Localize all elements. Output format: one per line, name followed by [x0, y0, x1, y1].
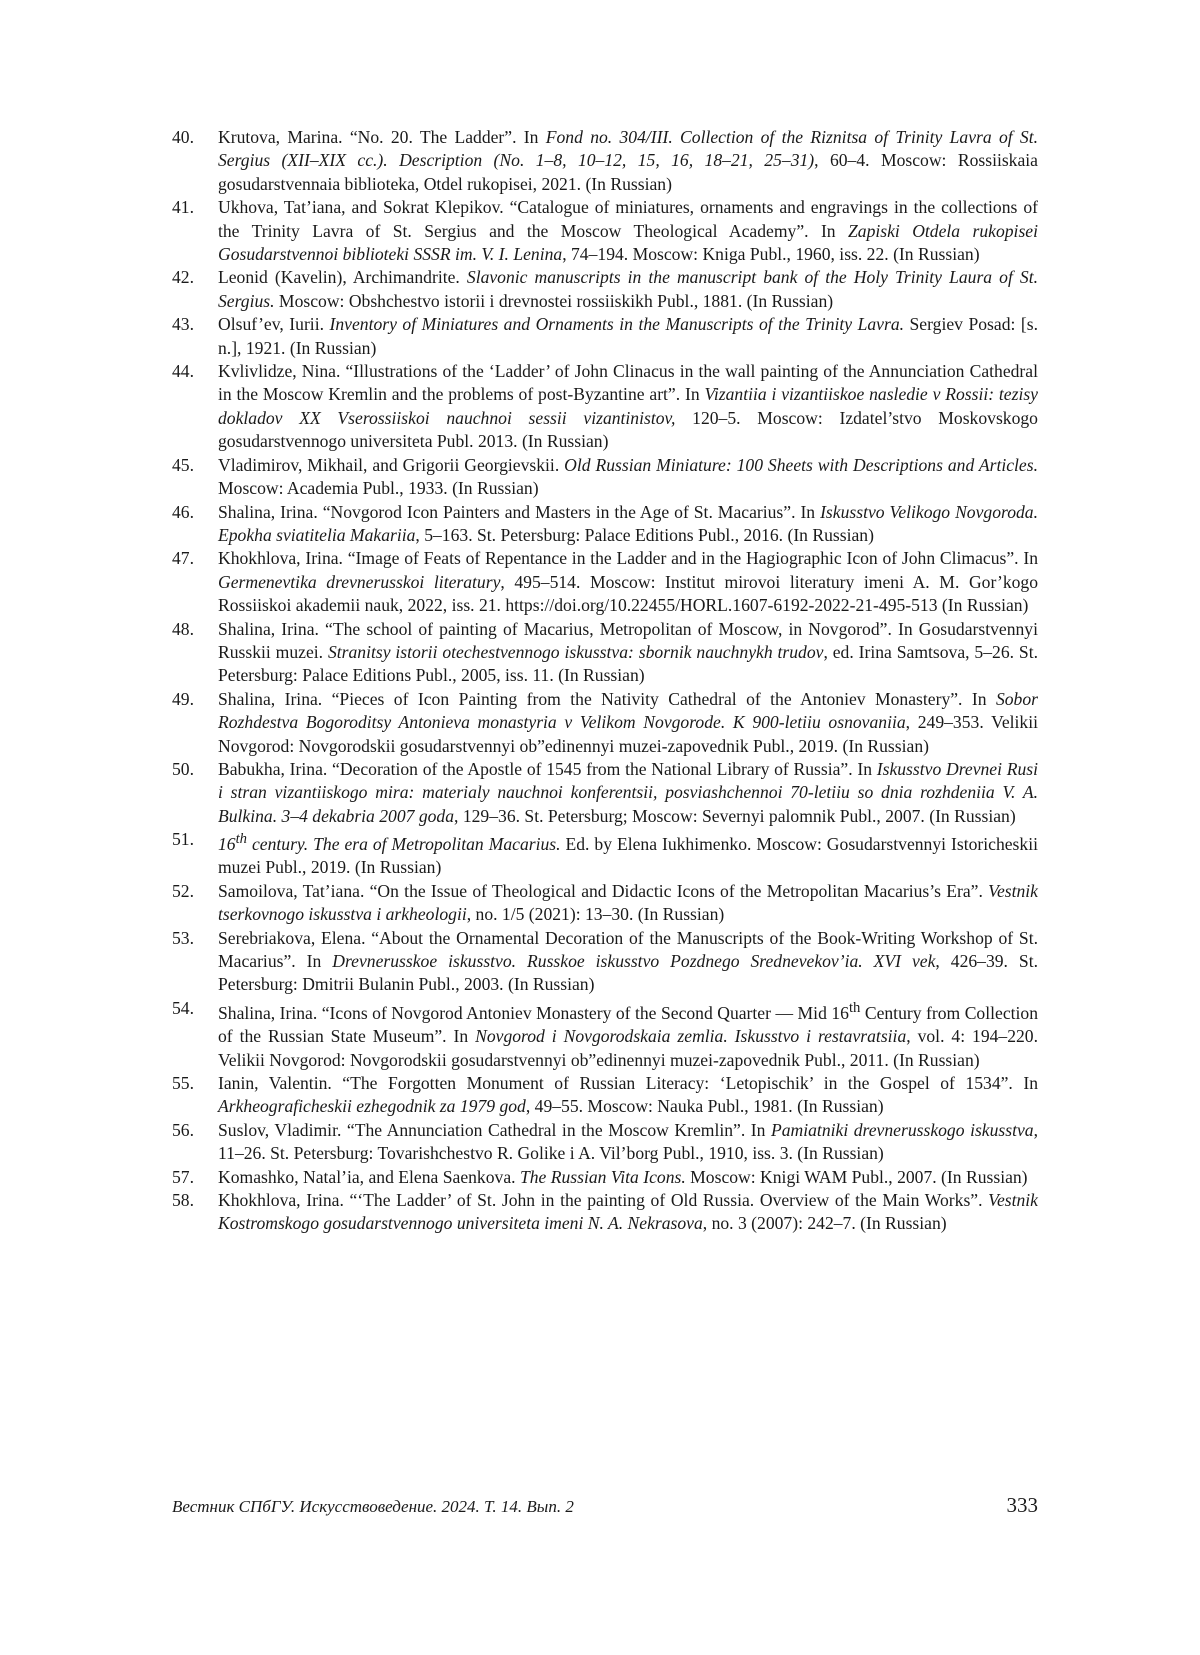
reference-text: [218, 758, 1038, 828]
reference-text: [218, 1119, 1038, 1166]
reference-number: 56.: [172, 1119, 194, 1140]
reference-segment: , 49–55. Moscow: Nauka Publ., 1981. (In Russian): [525, 1096, 884, 1117]
reference-item: [172, 758, 1038, 828]
reference-title-segment: Zapiski Otdela rukopisei Gosudarstvennoi biblioteki SSSR im. V. I. Lenina: [218, 220, 1038, 265]
reference-number: 57.: [172, 1166, 194, 1187]
reference-item: [172, 196, 1038, 266]
reference-text: [218, 618, 1038, 688]
reference-number: 45.: [172, 454, 194, 475]
reference-number: 42.: [172, 267, 194, 288]
reference-title-segment: 16: [218, 834, 236, 855]
reference-title-segment: Iskusstvo Velikogo Novgoroda. Epokha sviatitelia Makariia: [218, 501, 1038, 545]
reference-item: [172, 1119, 1038, 1166]
reference-segment: , 129–36. St. Petersburg; Moscow: Severnyi palomnik Publ., 2007. (In Russian): [454, 805, 1016, 826]
reference-text: [218, 1166, 1038, 1189]
reference-segment: Moscow: Academia Publ., 1933. (In Russian): [218, 478, 539, 499]
reference-text: [218, 266, 1038, 313]
reference-segment: Sergiev Posad: [s. n.], 1921. (In Russian): [218, 314, 1038, 358]
reference-number: 52.: [172, 880, 194, 901]
reference-text: [218, 360, 1038, 454]
reference-segment: , no. 1/5 (2021): 13–30. (In Russian): [466, 904, 725, 925]
reference-title-segment: Drevnerusskoe iskusstvo. Russkoe iskusstvo Pozdnego Srednevekov’ia. XVI vek: [332, 951, 936, 972]
reference-number: 40.: [172, 127, 194, 147]
reference-segment: Leonid (Kavelin), Archimandrite.: [218, 267, 467, 288]
reference-title-segment: Vestnik Kostromskogo gosudarstvennogo universiteta imeni N. A. Nekrasova: [218, 1190, 1038, 1234]
reference-title-segment: Fond no. 304/III. Collection of the Riznitsa of Trinity Lavra of St. Sergius (XII–XIX cc.). Description (No. 1–8, 10–12, 15, 16, 18–21, 25–31): [218, 127, 1039, 171]
reference-text: [218, 828, 1038, 880]
reference-item: [172, 828, 1038, 880]
reference-segment: Moscow: Obshchestvo istorii i drevnostei rossiiskikh Publ., 1881. (In Russian): [274, 290, 834, 311]
reference-number: 54.: [172, 997, 194, 1018]
page-number: 333: [1006, 1493, 1038, 1517]
reference-number: 48.: [172, 618, 194, 639]
reference-segment: , no. 3 (2007): 242–7. (In Russian): [702, 1213, 947, 1234]
reference-item: [172, 501, 1038, 548]
reference-segment: Shalina, Irina. “Novgorod Icon Painters and Masters in the Age of St. Macarius”. In: [218, 501, 821, 522]
reference-number: 58.: [172, 1190, 194, 1210]
reference-item: [172, 266, 1038, 313]
reference-item: [172, 1189, 1038, 1236]
reference-text: [218, 997, 1038, 1072]
reference-number: 51.: [172, 829, 194, 850]
reference-item: [172, 927, 1038, 997]
reference-segment: Khokhlova, Irina. “‘The Ladder’ of St. John in the painting of Old Russia. Overview of the Main Works”.: [218, 1190, 989, 1210]
reference-segment: Krutova, Marina. “No. 20. The Ladder”. In: [218, 127, 546, 147]
reference-title-segment: Sobor Rozhdestva Bogoroditsy Antonieva monastyria v Velikom Novgorode. K 900-letiiu osnovaniia: [218, 688, 1038, 733]
reference-item: [172, 313, 1038, 360]
reference-segment: , vol. 4: 194–220. Velikii Novgorod: Novgorodskii gosudarstvennyi ob”edinennyi muzei-zapovednik Publ., 2011. (In Russian): [218, 1026, 1039, 1070]
reference-segment: Ukhova, Tat’iana, and Sokrat Klepikov. “Catalogue of miniatures, ornaments and engravings in the collections of the Trinity Lavra of St. Sergius and the Moscow Theological Academy”. In: [218, 197, 1038, 241]
reference-segment: , 5–163. St. Petersburg: Palace Editions Publ., 2016. (In Russian): [415, 524, 874, 545]
reference-segment: Vladimirov, Mikhail, and Grigorii Georgievskii.: [218, 454, 565, 475]
reference-list: [172, 126, 1038, 1236]
reference-text: [218, 126, 1038, 196]
reference-item: [172, 547, 1038, 617]
reference-title-segment: Iskusstvo Drevnei Rusi i stran vizantiiskogo mira: materialy nauchnoi konferentsii, posviashchennoi 70-letiiu so dnia rozhdeniia V. A. Bulkina. 3–4 dekabria 2007 goda: [218, 758, 1039, 826]
reference-segment: , 495–514. Moscow: Institut mirovoi literatury imeni A. M. Gor’kogo Rossiiskoi akademii nauk, 2022, iss. 21. https://doi.org/10.22455/HORL.1607-6192-2022-21-495-513 (In Russian): [218, 571, 1039, 616]
reference-title-segment: Slavonic manuscripts in the manuscript bank of the Holy Trinity Laura of St. Sergius.: [218, 267, 1038, 311]
reference-number: 55.: [172, 1072, 194, 1093]
reference-text: [218, 313, 1038, 360]
reference-segment: Olsuf’ev, Iurii.: [218, 314, 330, 335]
reference-segment: 120–5. Moscow: Izdatel’stvo Moskovskogo gosudarstvennogo universiteta Publ. 2013. (In Russian): [218, 407, 1038, 452]
reference-text: [218, 501, 1038, 548]
journal-footer: Вестник СПбГУ. Искусствоведение. 2024. Т. 14. Вып. 2: [172, 1497, 574, 1516]
reference-number: 43.: [172, 314, 194, 335]
reference-segment: Serebriakova, Elena. “About the Ornamental Decoration of the Manuscripts of the Book-Writing Workshop of St. Macarius”. In: [218, 927, 1038, 972]
reference-number: 50.: [172, 758, 194, 779]
reference-segment: Suslov, Vladimir. “The Annunciation Cathedral in the Moscow Kremlin”. In: [218, 1119, 771, 1140]
reference-text: [218, 454, 1038, 501]
reference-segment: Komashko, Natal’ia, and Elena Saenkova.: [218, 1166, 520, 1187]
reference-segment: Ed. by Elena Iukhimenko. Moscow: Gosudarstvennyi Istoricheskii muzei Publ., 2019. (In Russian): [218, 834, 1038, 878]
reference-title-segment: Germenevtika drevnerusskoi literatury: [218, 571, 501, 592]
reference-segment: , 11–26. St. Petersburg: Tovarishchestvo R. Golike i A. Vil’borg Publ., 1910, iss. 3. (In Russian): [218, 1119, 1039, 1164]
reference-text: [218, 880, 1038, 927]
reference-number: 41.: [172, 197, 194, 218]
reference-item: [172, 618, 1038, 688]
reference-title-segment: Arkheograficheskii ezhegodnik za 1979 god: [218, 1096, 526, 1117]
reference-title-segment: Stranitsy istorii otechestvennogo iskusstva: sbornik nauchnykh trudov: [327, 641, 824, 662]
reference-segment: Ianin, Valentin. “The Forgotten Monument of Russian Literacy: ‘Letopischik’ in the Gospel of 1534”. In: [218, 1072, 1038, 1093]
reference-segment: Babukha, Irina. “Decoration of the Apostle of 1545 from the National Library of Russia”. In: [218, 758, 877, 779]
reference-text: [218, 1189, 1038, 1236]
reference-item: [172, 1166, 1038, 1189]
reference-text: [218, 688, 1038, 758]
reference-segment: , 74–194. Moscow: Kniga Publ., 1960, iss. 22. (In Russian): [562, 244, 980, 265]
reference-title-segment: Vizantiia i vizantiiskoe nasledie v Rossii: tezisy dokladov XX Vserossiiskoi nauchnoi sessii vizantinistov,: [218, 384, 1038, 428]
reference-segment: Khokhlova, Irina. “Image of Feats of Repentance in the Ladder and in the Hagiographic Icon of John Climacus”. In: [218, 548, 1038, 569]
reference-segment: , 249–353. Velikii Novgorod: Novgorodskii gosudarstvennyi ob”edinennyi muzei-zapovednik Publ., 2019. (In Russian): [218, 712, 1039, 756]
reference-segment: th: [848, 999, 861, 1016]
reference-text: [218, 927, 1038, 997]
reference-title-segment: Pamiatniki drevnerusskogo iskusstva: [771, 1119, 1034, 1140]
reference-segment: Shalina, Irina. “The school of painting of Macarius, Metropolitan of Moscow, in Novgorod”. In Gosudarstvennyi Russkii muzei.: [218, 618, 1038, 662]
reference-item: [172, 454, 1038, 501]
reference-number: 44.: [172, 361, 194, 382]
reference-text: [218, 1072, 1038, 1119]
reference-segment: Century from Collection of the Russian State Museum”. In: [218, 1002, 1038, 1047]
reference-segment: Shalina, Irina. “Pieces of Icon Painting from the Nativity Cathedral of the Antoniev Monastery”. In: [218, 688, 996, 709]
reference-item: [172, 1072, 1038, 1119]
reference-segment: Shalina, Irina. “Icons of Novgorod Antoniev Monastery of the Second Quarter — Mid 16: [218, 1002, 849, 1023]
reference-number: 53.: [172, 927, 194, 948]
reference-title-segment: The Russian Vita Icons.: [519, 1166, 686, 1187]
reference-text: [218, 196, 1038, 266]
reference-segment: Kvlivlidze, Nina. “Illustrations of the ‘Ladder’ of John Clinacus in the wall painting of the Annunciation Cathedral in the Moscow Kremlin and the problems of post-Byzantine art”. In: [218, 361, 1038, 405]
reference-item: [172, 997, 1038, 1072]
reference-segment: Moscow: Knigi WAM Publ., 2007. (In Russian): [685, 1166, 1028, 1187]
reference-number: 46.: [172, 501, 194, 522]
reference-item: [172, 360, 1038, 454]
reference-title-segment: century. The era of Metropolitan Macarius.: [247, 834, 561, 855]
reference-number: 47.: [172, 548, 194, 569]
reference-item: [172, 126, 1038, 196]
reference-number: 49.: [172, 688, 194, 709]
reference-segment: , ed. Irina Samtsova, 5–26. St. Petersburg: Palace Editions Publ., 2005, iss. 11. (In Russian): [218, 641, 1038, 686]
reference-segment: Samoilova, Tat’iana. “On the Issue of Theological and Didactic Icons of the Metropolitan Macarius’s Era”.: [218, 880, 989, 901]
reference-item: [172, 880, 1038, 927]
reference-item: [172, 688, 1038, 758]
reference-text: [218, 547, 1038, 617]
reference-title-segment: Inventory of Miniatures and Ornaments in the Manuscripts of the Trinity Lavra.: [329, 314, 905, 335]
reference-segment: , 60–4. Moscow: Rossiiskaia gosudarstvennaia biblioteka, Otdel rukopisei, 2021. (In Russian): [218, 150, 1038, 194]
reference-title-segment: Novgorod i Novgorodskaia zemlia. Iskusstvo i restavratsiia: [475, 1026, 907, 1047]
reference-title-segment: th: [235, 831, 247, 848]
reference-title-segment: Vestnik tserkovnogo iskusstva i arkheologii: [218, 880, 1038, 925]
reference-title-segment: Old Russian Miniature: 100 Sheets with Descriptions and Articles.: [564, 454, 1038, 475]
reference-segment: , 426–39. St. Petersburg: Dmitrii Bulanin Publ., 2003. (In Russian): [218, 951, 1038, 995]
